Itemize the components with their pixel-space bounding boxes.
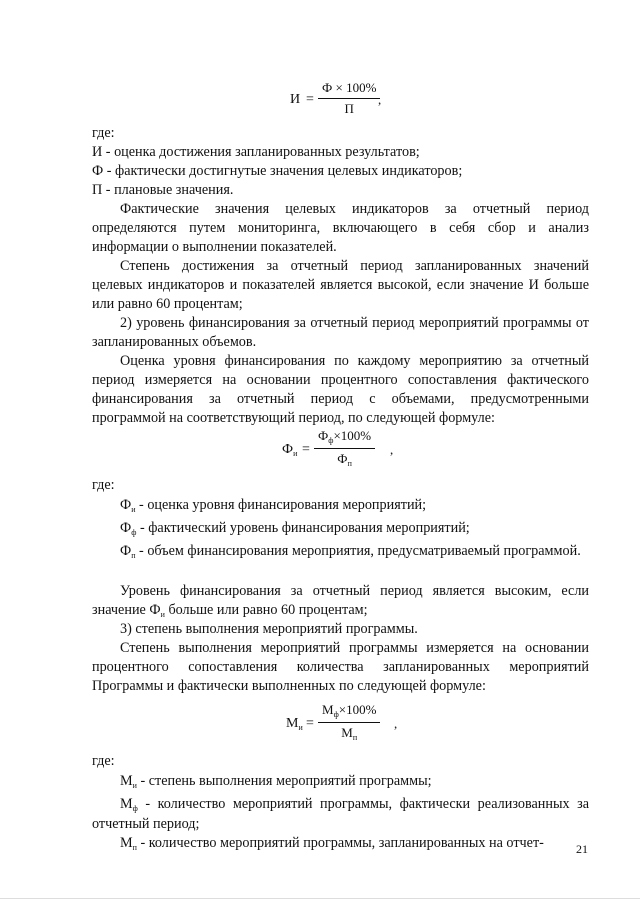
page-bottom-edge xyxy=(0,898,640,899)
formula-lhs: И xyxy=(290,92,301,107)
formula-fraction xyxy=(318,80,380,117)
formula-fraction xyxy=(318,702,380,743)
definition-line: $Ф_п$ - объем финансирования мероприятия, предусматриваемый программой. xyxy=(120,543,581,560)
formula-tail: , xyxy=(390,442,394,457)
formula-fraction xyxy=(314,428,375,469)
page-number: 21 xyxy=(576,842,588,856)
definition-line: $Ф_ф$ - фактический уровень финансирования мероприятий; xyxy=(120,520,470,537)
paragraph-degree: Степень достижения за отчетный период запланированных значений целевых индикаторов и показателей является высокой, если значение И больше или равно 60 процентам; xyxy=(92,258,589,312)
formula-numerator: Ф × 100% xyxy=(318,80,380,99)
paragraph-execution: Степень выполнения мероприятий программы измеряется на основании процентного сопоставления количества запланированных мероприятий Программы и фактически выполненных по следующей формуле: xyxy=(92,640,589,694)
formula-equals: = xyxy=(302,442,310,457)
formula-equals: = xyxy=(306,716,314,731)
formula-execution xyxy=(286,702,426,746)
formula-numerator: $М_ф\times 100\%$ xyxy=(318,702,380,723)
paragraph-financing-evaluation: Оценка уровня финансирования по каждому мероприятию за отчетный период измеряется на основании процентного сопоставления фактического финансирования за отчетный период с объемами, предусмотренными программой на соответствующий период, по следующей формуле: xyxy=(92,353,589,426)
definition-line: $М_ф$ - количество мероприятий программы, фактически реализованных за отчетный период; xyxy=(92,796,589,832)
paragraph-monitoring: Фактические значения целевых индикаторов за отчетный период определяются путем мониторинга, включающего в себя сбор и анализ информации о выполнении показателей. xyxy=(92,201,589,255)
where-label-1: где: xyxy=(92,125,115,141)
definition-line: П - плановые значения. xyxy=(92,182,234,198)
formula-tail: , xyxy=(378,92,382,107)
formula-equals: = xyxy=(306,92,314,107)
definition-line: $М_и$ - степень выполнения мероприятий программы; xyxy=(120,773,432,790)
formula-numerator: $Ф_ф\times 100\%$ xyxy=(314,428,375,449)
definition-line: $Ф_и$ - оценка уровня финансирования мероприятий; xyxy=(120,497,427,514)
formula-lhs: $Ф_и$ xyxy=(282,442,298,458)
where-label-2: где: xyxy=(92,477,115,493)
definition-line: И - оценка достижения запланированных результатов; xyxy=(92,144,420,160)
list-item-2: 2) уровень финансирования за отчетный период мероприятий программы от запланированных объемов. xyxy=(92,315,589,350)
formula-financing xyxy=(282,428,422,472)
where-label-3: где: xyxy=(92,753,115,769)
formula-achievement xyxy=(290,80,410,120)
list-item-3: 3) степень выполнения мероприятий программы. xyxy=(120,621,418,637)
formula-lhs: $М_и$ xyxy=(286,716,303,732)
formula-tail: , xyxy=(394,716,398,731)
paragraph-financing-high: Уровень финансирования за отчетный период является высоким, если значение $Ф_и$ больше или равно 60 процентам; xyxy=(92,583,589,619)
definition-line: Ф - фактически достигнутые значения целевых индикаторов; xyxy=(92,163,463,179)
formula-denominator: $М_п$ xyxy=(341,725,358,742)
definition-line: $М_п$ - количество мероприятий программы, запланированных на отчет- xyxy=(120,835,544,852)
formula-denominator: П xyxy=(344,101,354,116)
formula-denominator: $Ф_п$ xyxy=(337,451,352,468)
